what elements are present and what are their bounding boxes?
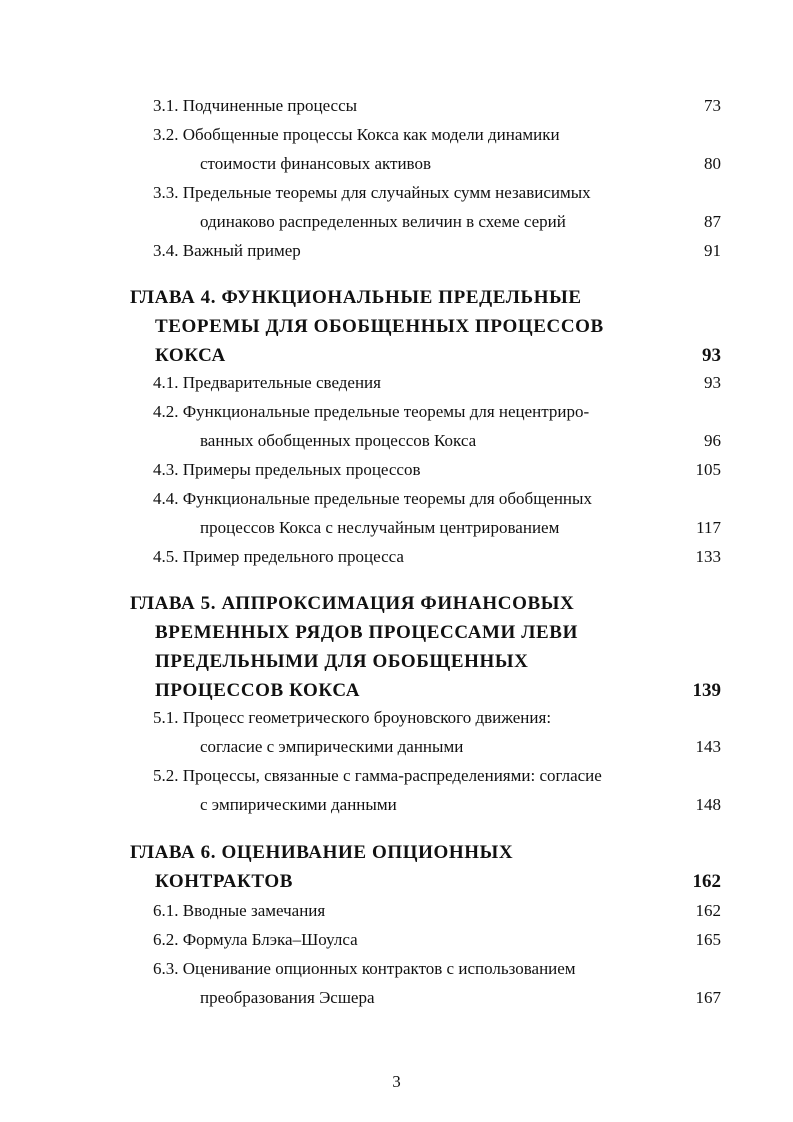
toc-entry-5-1-line1[interactable] [0,705,793,731]
toc-entry-text: 5.2. Процессы, связанные с гамма-распределениями: согласие [153,763,608,789]
toc-entry-6-1[interactable] [0,898,793,924]
toc-entry-text: стоимости финансовых активов [200,151,437,177]
toc-entry-text: 4.2. Функциональные предельные теоремы для нецентриро- [153,399,595,425]
toc-entry-4-5[interactable] [0,544,793,570]
chapter-title: КОКСА [155,345,226,366]
chapter-4-heading-line2[interactable] [0,312,793,342]
toc-entry-3-1[interactable] [0,93,793,119]
chapter-6-heading-line1[interactable] [0,838,793,868]
toc-entry-3-2-line1[interactable] [0,122,793,148]
toc-entry-text: 6.1. Вводные замечания [153,898,331,924]
toc-page-number: 143 [690,734,722,760]
toc-entry-text: 4.4. Функциональные предельные теоремы для обобщенных [153,486,598,512]
toc-page-number: 165 [690,927,722,953]
toc-page-number: 73 [698,93,721,119]
chapter-5-heading-line3[interactable] [0,647,793,677]
chapter-title: ТЕОРЕМЫ ДЛЯ ОБОБЩЕННЫХ ПРОЦЕССОВ [155,316,604,337]
toc-page-number: 133 [690,544,722,570]
toc-page-number: 162 [690,898,722,924]
chapter-page-number: 93 [702,345,721,366]
toc-entry-text: с эмпирическими данными [200,792,403,818]
toc-entry-4-4-line2[interactable] [0,515,793,541]
toc-entry-text: одинаково распределенных величин в схеме серий [200,209,572,235]
toc-entry-3-3-line2[interactable] [0,209,793,235]
chapter-5-heading-line1[interactable] [0,589,793,619]
toc-entry-4-1[interactable] [0,370,793,396]
toc-page-number: 105 [690,457,722,483]
toc-entry-text: 4.1. Предварительные сведения [153,370,387,396]
toc-entry-4-3[interactable] [0,457,793,483]
toc-entry-3-3-line1[interactable] [0,180,793,206]
chapter-title: ГЛАВА 4. ФУНКЦИОНАЛЬНЫЕ ПРЕДЕЛЬНЫЕ [130,287,582,308]
chapter-title: ГЛАВА 5. АППРОКСИМАЦИЯ ФИНАНСОВЫХ [130,593,575,614]
toc-entry-text: 4.5. Пример предельного процесса [153,544,410,570]
chapter-title: ПРЕДЕЛЬНЫМИ ДЛЯ ОБОБЩЕННЫХ [155,651,529,672]
toc-entry-text: согласие с эмпирическими данными [200,734,469,760]
toc-page-number: 117 [690,515,721,541]
chapter-title: ГЛАВА 6. ОЦЕНИВАНИЕ ОПЦИОННЫХ [130,842,514,863]
toc-entry-text: ванных обобщенных процессов Кокса [200,428,482,454]
toc-entry-text: 3.1. Подчиненные процессы [153,93,363,119]
toc-entry-5-2-line1[interactable] [0,763,793,789]
toc-page-number: 87 [698,209,721,235]
chapter-title: ПРОЦЕССОВ КОКСА [155,680,361,701]
toc-page-number: 148 [690,792,722,818]
toc-page-number: 167 [690,985,722,1011]
toc-page-number: 93 [698,370,721,396]
chapter-5-heading-line4[interactable] [0,676,793,706]
chapter-title: ВРЕМЕННЫХ РЯДОВ ПРОЦЕССАМИ ЛЕВИ [155,622,578,643]
chapter-page-number: 139 [692,680,721,701]
chapter-4-heading-line3[interactable] [0,341,793,371]
toc-entry-5-2-line2[interactable] [0,792,793,818]
toc-entry-text: 6.2. Формула Блэка–Шоулса [153,927,364,953]
toc-entry-6-3-line1[interactable] [0,956,793,982]
toc-entry-text: 4.3. Примеры предельных процессов [153,457,427,483]
toc-entry-5-1-line2[interactable] [0,734,793,760]
toc-entry-text: преобразования Эсшера [200,985,381,1011]
chapter-page-number: 162 [692,871,721,892]
toc-page-number: 80 [698,151,721,177]
toc-entry-4-4-line1[interactable] [0,486,793,512]
toc-entry-3-2-line2[interactable] [0,151,793,177]
toc-entry-6-2[interactable] [0,927,793,953]
toc-page-number: 96 [698,428,721,454]
chapter-title: КОНТРАКТОВ [155,871,294,892]
toc-entry-text: 3.2. Обобщенные процессы Кокса как модели динамики [153,122,566,148]
toc-entry-text: 6.3. Оценивание опционных контрактов с использованием [153,956,582,982]
toc-entry-text: процессов Кокса с неслучайным центрированием [200,515,565,541]
toc-entry-text: 3.3. Предельные теоремы для случайных сумм независимых [153,180,597,206]
toc-entry-6-3-line2[interactable] [0,985,793,1011]
toc-entry-3-4[interactable] [0,238,793,264]
toc-entry-text: 3.4. Важный пример [153,238,307,264]
toc-entry-4-2-line1[interactable] [0,399,793,425]
chapter-5-heading-line2[interactable] [0,618,793,648]
toc-entry-text: 5.1. Процесс геометрического броуновского движения: [153,705,557,731]
chapter-6-heading-line2[interactable] [0,867,793,897]
toc-page-number: 91 [698,238,721,264]
toc-entry-4-2-line2[interactable] [0,428,793,454]
chapter-4-heading-line1[interactable] [0,283,793,313]
page-number: 3 [392,1072,401,1091]
